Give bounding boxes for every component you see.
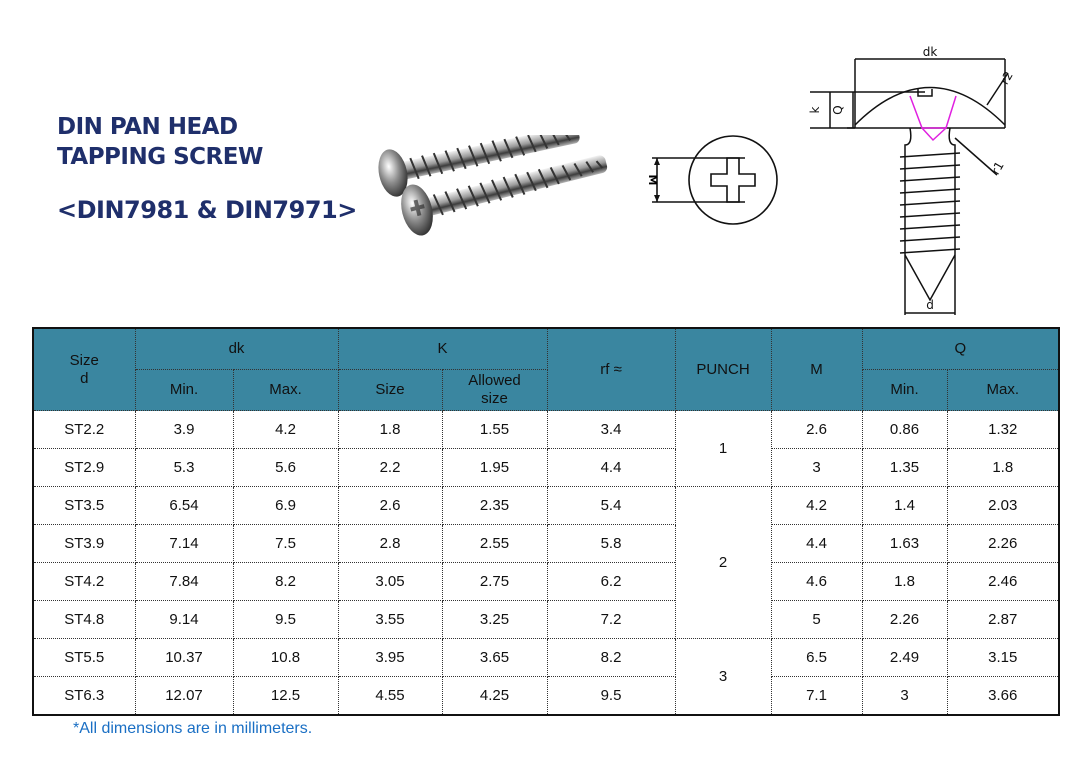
cell-dk-max: 4.2 [233,411,338,449]
cell-size: ST4.8 [33,601,135,639]
cell-dk-min: 9.14 [135,601,233,639]
table-row [33,563,1059,601]
cell-dk-min: 6.54 [135,487,233,525]
header-k-size: Size [338,370,442,411]
q-label: Q [831,105,845,115]
cell-dk-max: 6.9 [233,487,338,525]
cell-q-min: 1.8 [862,563,947,601]
table-row [33,449,1059,487]
cell-m: 7.1 [771,677,862,716]
cell-k-size: 2.8 [338,525,442,563]
title-line-1: DIN PAN HEAD [57,114,238,140]
cell-q-max: 1.8 [947,449,1059,487]
r2-label: r2 [997,69,1016,87]
header-dk: dk [135,328,338,370]
header-punch: PUNCH [675,328,771,411]
header-size [33,328,135,411]
cell-m: 5 [771,601,862,639]
cell-q-min: 3 [862,677,947,716]
cell-dk-min: 10.37 [135,639,233,677]
screws-photo [365,135,615,255]
header-k-allowed-line2: size [481,390,508,407]
cell-k-allowed: 1.95 [442,449,547,487]
cell-k-allowed: 3.65 [442,639,547,677]
cell-rf: 6.2 [547,563,675,601]
phillips-recess-diagram [630,125,780,235]
cell-k-allowed: 1.55 [442,411,547,449]
table-row [33,639,1059,677]
cell-dk-max: 5.6 [233,449,338,487]
cell-dk-max: 10.8 [233,639,338,677]
cell-rf: 7.2 [547,601,675,639]
header-q: Q [862,328,1059,370]
header-dk-min: Min. [135,370,233,411]
cell-rf: 4.4 [547,449,675,487]
cell-punch: 2 [675,487,771,639]
cell-m: 6.5 [771,639,862,677]
cell-m: 4.2 [771,487,862,525]
cell-k-allowed: 2.55 [442,525,547,563]
cell-size: ST4.2 [33,563,135,601]
cell-punch: 3 [675,639,771,716]
header-rf: rf ≈ [547,328,675,411]
cell-rf: 5.8 [547,525,675,563]
cell-m: 4.6 [771,563,862,601]
cell-k-size: 2.6 [338,487,442,525]
header-q-min: Min. [862,370,947,411]
header-m: M [771,328,862,411]
header-q-max: Max. [947,370,1059,411]
d-label: d [926,298,934,312]
cell-punch: 1 [675,411,771,487]
cell-dk-min: 3.9 [135,411,233,449]
cell-q-min: 1.4 [862,487,947,525]
header-k-allowed-line1: Allowed [468,372,521,389]
cell-size: ST5.5 [33,639,135,677]
dk-label: dk [922,45,938,59]
cell-dk-min: 5.3 [135,449,233,487]
cell-m: 4.4 [771,525,862,563]
cell-rf: 8.2 [547,639,675,677]
cell-k-size: 1.8 [338,411,442,449]
cell-rf: 5.4 [547,487,675,525]
header-size-line1: Size [69,351,99,369]
cell-size: ST6.3 [33,677,135,716]
table-row [33,677,1059,716]
cell-q-min: 2.26 [862,601,947,639]
dimensions-table [32,327,1060,716]
cell-k-size: 4.55 [338,677,442,716]
m-label: M [646,174,659,186]
cell-q-min: 1.63 [862,525,947,563]
table-row [33,601,1059,639]
cell-m: 2.6 [771,411,862,449]
header-k: K [338,328,547,370]
cell-q-max: 2.26 [947,525,1059,563]
cell-size: ST2.9 [33,449,135,487]
r1-label: r1 [988,159,1007,177]
cell-k-size: 3.05 [338,563,442,601]
cell-k-size: 3.95 [338,639,442,677]
cell-dk-max: 8.2 [233,563,338,601]
cell-q-max: 2.03 [947,487,1059,525]
header-dk-max: Max. [233,370,338,411]
screw-side-view-diagram [795,45,1040,320]
cell-k-allowed: 2.35 [442,487,547,525]
cell-q-max: 3.15 [947,639,1059,677]
cell-dk-min: 12.07 [135,677,233,716]
cell-rf: 3.4 [547,411,675,449]
table-row [33,525,1059,563]
cell-size: ST3.9 [33,525,135,563]
cell-k-size: 3.55 [338,601,442,639]
cell-size: ST2.2 [33,411,135,449]
cell-dk-max: 12.5 [233,677,338,716]
cell-k-allowed: 2.75 [442,563,547,601]
cell-dk-min: 7.84 [135,563,233,601]
cell-k-size: 2.2 [338,449,442,487]
cell-q-min: 1.35 [862,449,947,487]
header-k-allowed [442,370,547,411]
cell-dk-max: 9.5 [233,601,338,639]
cell-dk-min: 7.14 [135,525,233,563]
cell-q-max: 2.46 [947,563,1059,601]
cell-q-max: 3.66 [947,677,1059,716]
cell-rf: 9.5 [547,677,675,716]
cell-k-allowed: 3.25 [442,601,547,639]
table-row [33,411,1059,449]
cell-size: ST3.5 [33,487,135,525]
table-row [33,487,1059,525]
cell-dk-max: 7.5 [233,525,338,563]
cell-q-min: 2.49 [862,639,947,677]
units-footnote: *All dimensions are in millimeters. [73,720,313,737]
title-line-2: TAPPING SCREW [57,144,263,170]
cell-q-max: 2.87 [947,601,1059,639]
cell-k-allowed: 4.25 [442,677,547,716]
cell-q-max: 1.32 [947,411,1059,449]
standards-subtitle: <DIN7981 & DIN7971> [57,196,357,224]
cell-q-min: 0.86 [862,411,947,449]
k-label: k [808,106,822,114]
header-size-line2: d [80,369,89,387]
cell-m: 3 [771,449,862,487]
